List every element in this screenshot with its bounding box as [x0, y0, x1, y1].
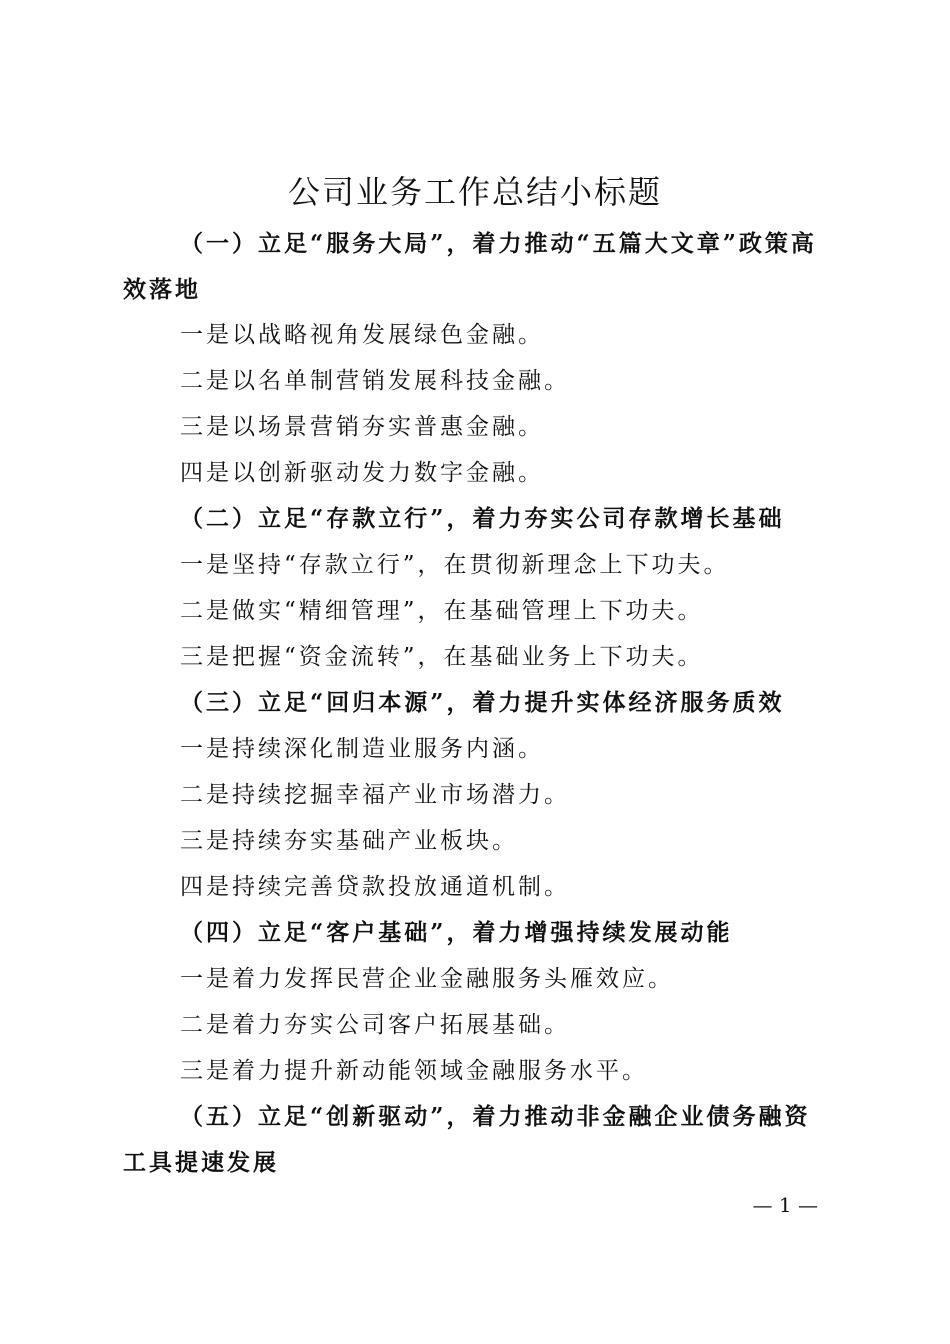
list-item: 一是以战略视角发展绿色金融。 — [180, 322, 544, 348]
list-item: 二是做实“精细管理”，在基础管理上下功夫。 — [180, 598, 704, 624]
list-item: 三是持续夯实基础产业板块。 — [180, 828, 518, 854]
list-item: 三是以场景营销夯实普惠金融。 — [180, 414, 544, 440]
heading-4: （四）立足“客户基础”，着力增强持续发展动能 — [180, 919, 733, 946]
list-item: 三是把握“资金流转”，在基础业务上下功夫。 — [180, 644, 704, 670]
heading-1: （一）立足“服务大局”，着力推动“五篇大文章”政策高效落地 — [123, 230, 817, 303]
list-item: 二是以名单制营销发展科技金融。 — [180, 368, 570, 394]
list-item: 三是着力提升新动能领域金融服务水平。 — [180, 1058, 648, 1084]
list-item: 一是持续深化制造业服务内涵。 — [180, 736, 544, 762]
list-item: 一是坚持“存款立行”，在贯彻新理念上下功夫。 — [180, 552, 730, 578]
list-item: 四是以创新驱动发力数字金融。 — [180, 460, 544, 486]
list-item: 四是持续完善贷款投放通道机制。 — [180, 874, 570, 900]
document-title: 公司业务工作总结小标题 — [287, 173, 662, 211]
page-number: — 1 — — [752, 1193, 818, 1217]
heading-5: （五）立足“创新驱动”，着力推动非金融企业债务融资工具提速发展 — [123, 1103, 811, 1176]
list-item: 一是着力发挥民营企业金融服务头雁效应。 — [180, 966, 674, 992]
list-item: 二是持续挖掘幸福产业市场潜力。 — [180, 782, 570, 808]
list-item: 二是着力夯实公司客户拓展基础。 — [180, 1012, 570, 1038]
heading-2: （二）立足“存款立行”，着力夯实公司存款增长基础 — [180, 505, 785, 532]
heading-3: （三）立足“回归本源”，着力提升实体经济服务质效 — [180, 689, 785, 716]
